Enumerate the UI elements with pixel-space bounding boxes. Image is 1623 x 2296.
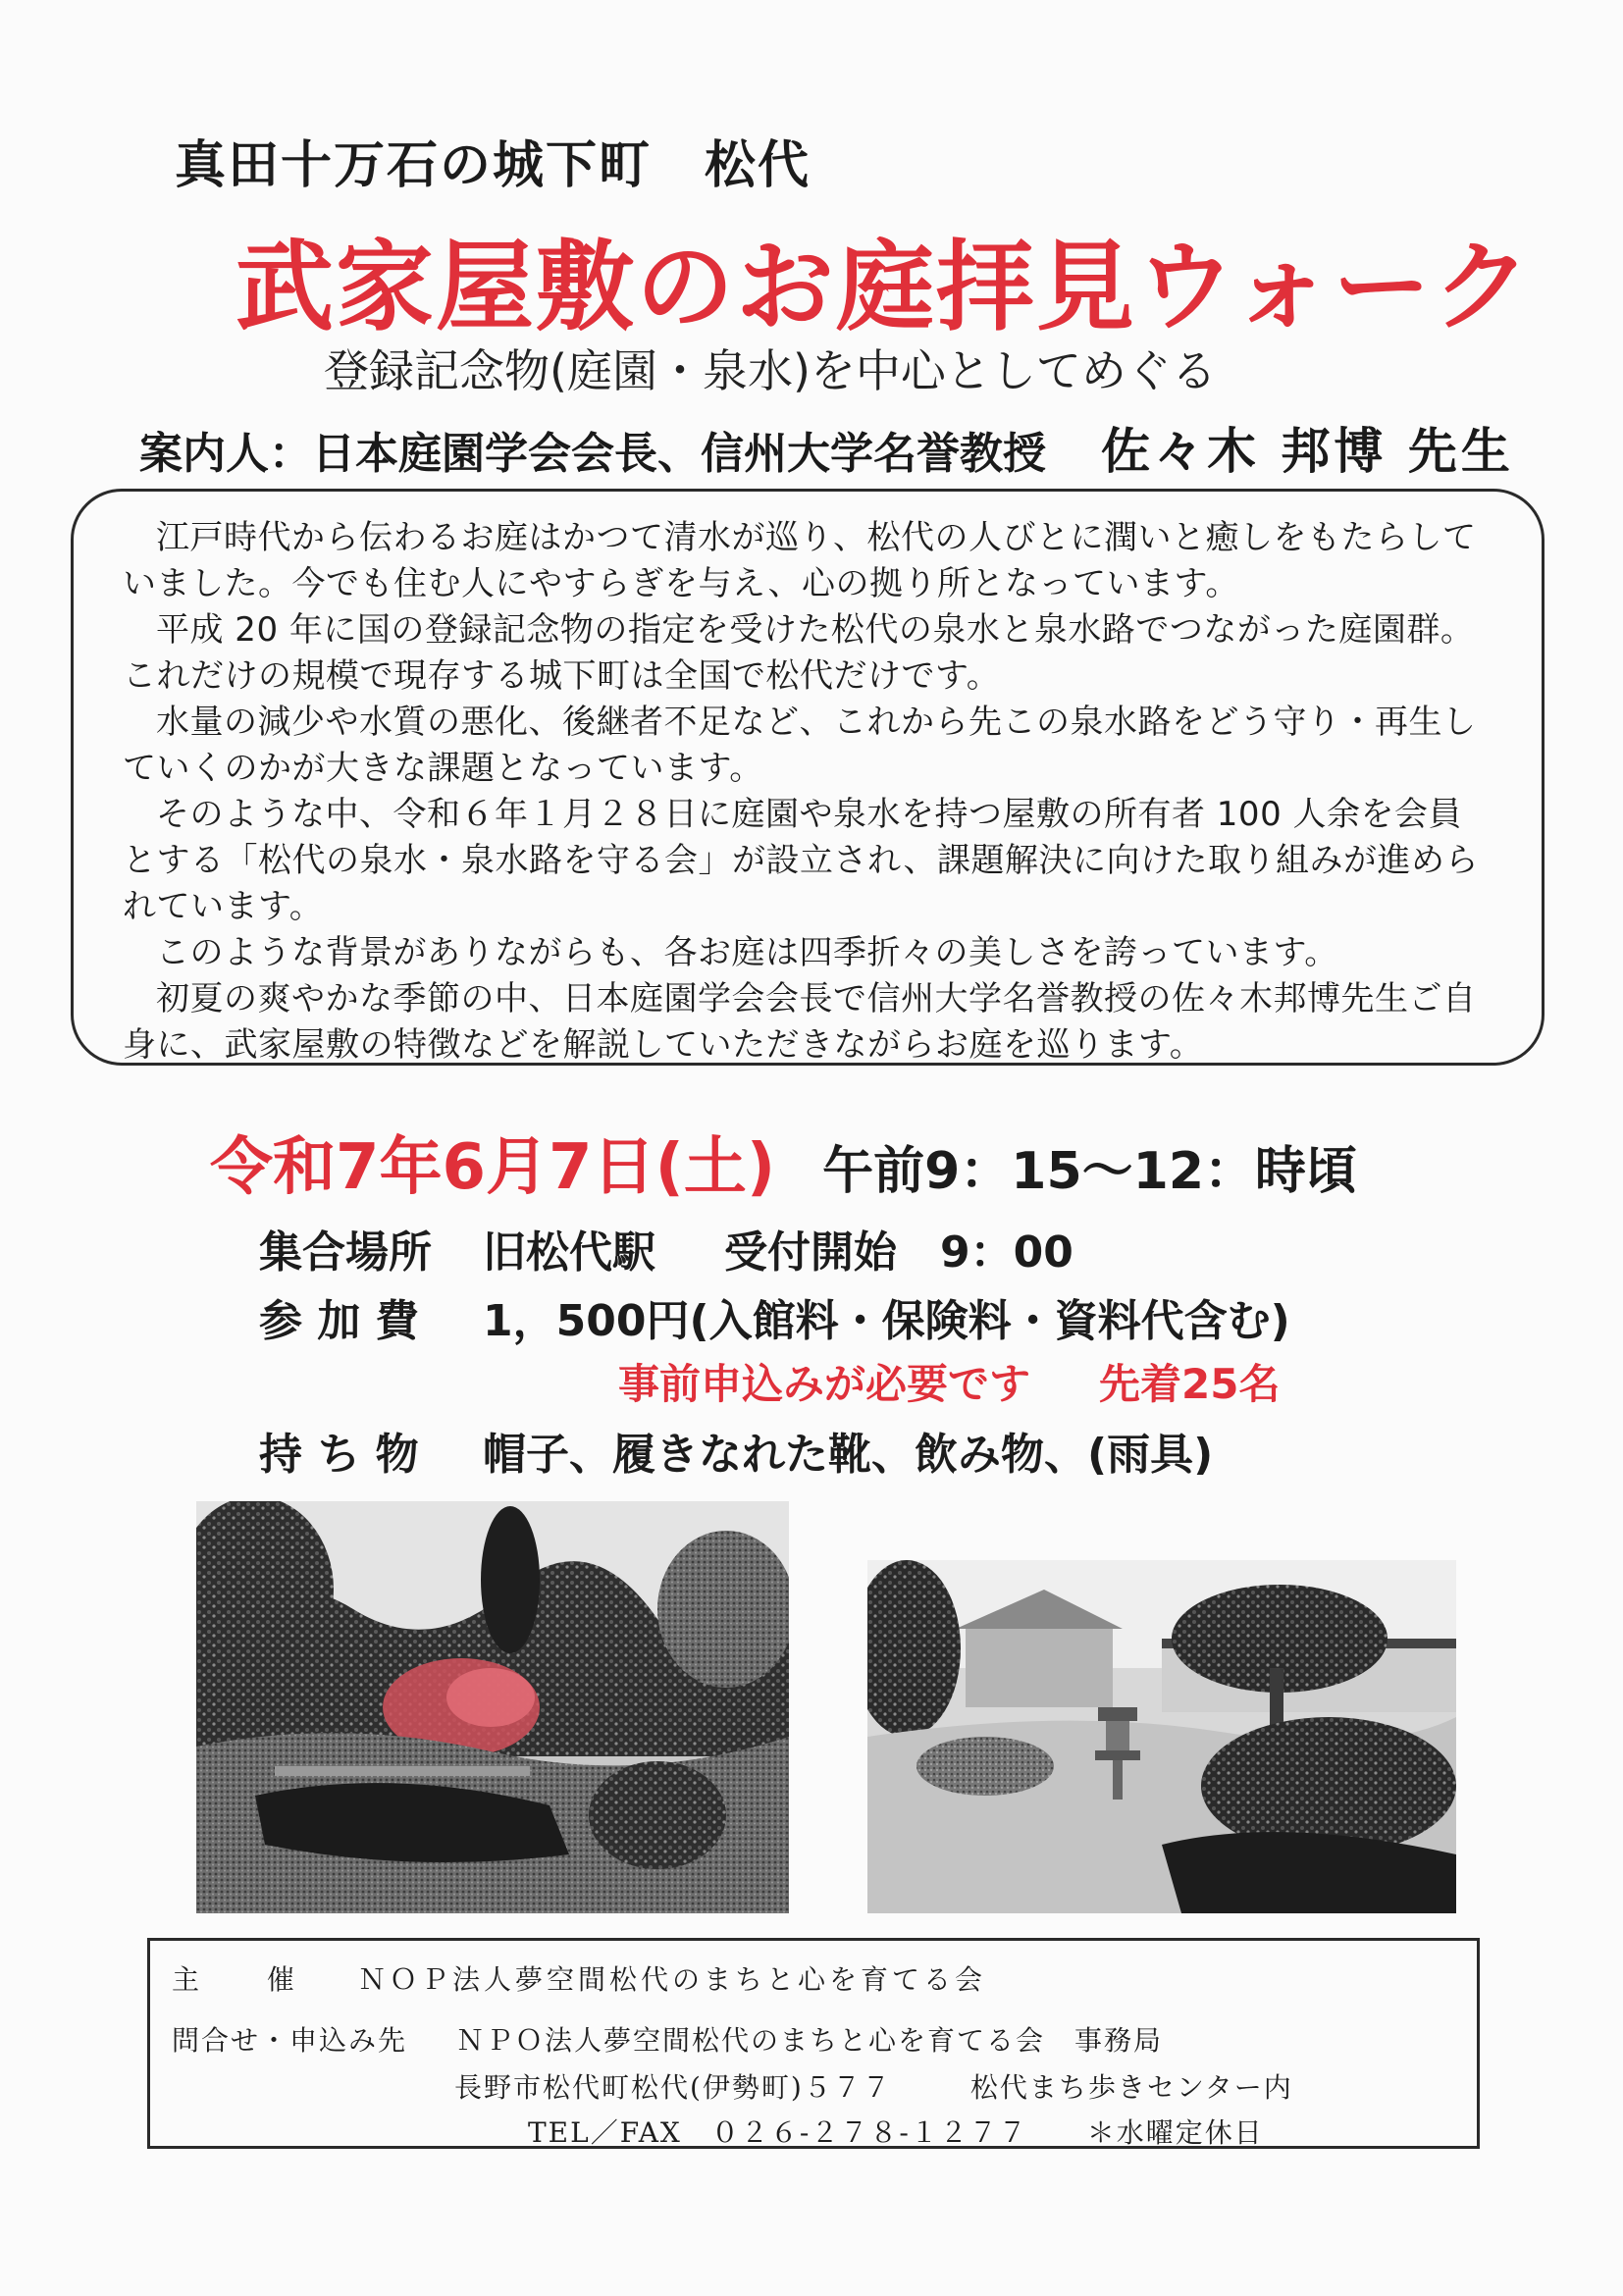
items-label: 持 ち 物 (259, 1430, 419, 1480)
fee-row (259, 1285, 1290, 1348)
date-line (210, 1117, 1357, 1207)
garden-photo-2 (867, 1560, 1456, 1913)
contact-office: 事務局 (1074, 2024, 1164, 2057)
garden-photo-1 (196, 1501, 789, 1913)
meeting-label: 集合場所 (259, 1227, 432, 1278)
intro-paragraph: そのような中、令和６年１月２８日に庭園や泉水を持つ屋敷の所有者 100 人余を会員とする「松代の泉水・泉水路を守る会」が設立され、課題解決に向けた取り組みが進められています。 (123, 795, 1480, 926)
tel-row (528, 2112, 1264, 2151)
fee-label: 参 加 費 (259, 1296, 419, 1346)
address-place: 松代まち歩きセンター内 (969, 2071, 1293, 2104)
intro-paragraph: このような背景がありながらも、各お庭は四季折々の美しさを誇っています。 (156, 933, 1338, 972)
theme-line: 登録記念物(庭園・泉水)を中心としてめぐる (324, 344, 1217, 397)
footer-info-box (147, 1938, 1480, 2149)
intro-box (71, 489, 1544, 1066)
intro-paragraph: 江戸時代から伝わるお庭はかつて清水が巡り、松代の人びとに潤いと癒しをもたらしていました。今でも住む人にやすらぎを与え、心の拠り所となっています。 (123, 518, 1477, 603)
reservation-required: 事前申込みが必要です (618, 1360, 1031, 1408)
fee-value: 1，500円(入館料・保険料・資料代含む) (483, 1296, 1290, 1346)
address-row (454, 2066, 1293, 2106)
host-row (172, 1958, 986, 1998)
garden-photo-2-image (867, 1560, 1456, 1913)
contact-org: ＮＰＯ法人夢空間松代のまちと心を育てる会 (456, 2024, 1046, 2057)
guide-label: 案内人：日本庭園学会会長、信州大学名誉教授 (139, 429, 1046, 479)
closed-day: ＊水曜定休日 (1086, 2116, 1264, 2149)
contact-row (172, 2019, 1163, 2059)
intro-paragraph: 平成 20 年に国の登録記念物の指定を受けた松代の泉水と泉水路でつながった庭園群。これだけの規模で現存する城下町は全国で松代だけです。 (123, 610, 1475, 696)
meeting-row (259, 1217, 1073, 1279)
meeting-place: 旧松代駅 (483, 1227, 655, 1278)
items-value: 帽子、履きなれた靴、飲み物、(雨具) (483, 1430, 1214, 1480)
page-title: 武家屋敷のお庭拝見ウォーク (236, 229, 1533, 344)
host-label: 主 催 (172, 1963, 324, 1996)
items-row (259, 1419, 1213, 1482)
host-name: ＮＯＰ法人夢空間松代のまちと心を育てる会 (358, 1963, 987, 1996)
reception-time: 受付開始 9：00 (724, 1227, 1073, 1278)
garden-photo-1-image (196, 1501, 789, 1913)
subtitle: 真田十万石の城下町 松代 (175, 136, 812, 195)
tel-number[interactable]: ０２６-２７８-１２７７ (710, 2116, 1028, 2149)
guide-line (139, 412, 1514, 483)
event-time: 午前9：15～12：時頃 (822, 1142, 1358, 1201)
intro-paragraph: 初夏の爽やかな季節の中、日本庭園学会会長で信州大学名誉教授の佐々木邦博先生ご自身に、武家屋敷の特徴などを解説していただきながらお庭を巡ります。 (123, 979, 1477, 1065)
guide-name: 佐々木 邦博 先生 (1101, 422, 1514, 480)
capacity: 先着25名 (1099, 1360, 1281, 1408)
reservation-notice (618, 1352, 1280, 1411)
contact-label: 問合せ・申込み先 (172, 2024, 408, 2057)
address: 長野市松代町松代(伊勢町)５７７ (454, 2071, 892, 2104)
event-date: 令和7年6月7日(土) (210, 1131, 776, 1204)
intro-paragraph: 水量の減少や水質の悪化、後継者不足など、これから先この泉水路をどう守り・再生していくのかが大きな課題となっています。 (123, 703, 1477, 788)
tel-label: TEL／FAX (528, 2116, 682, 2149)
